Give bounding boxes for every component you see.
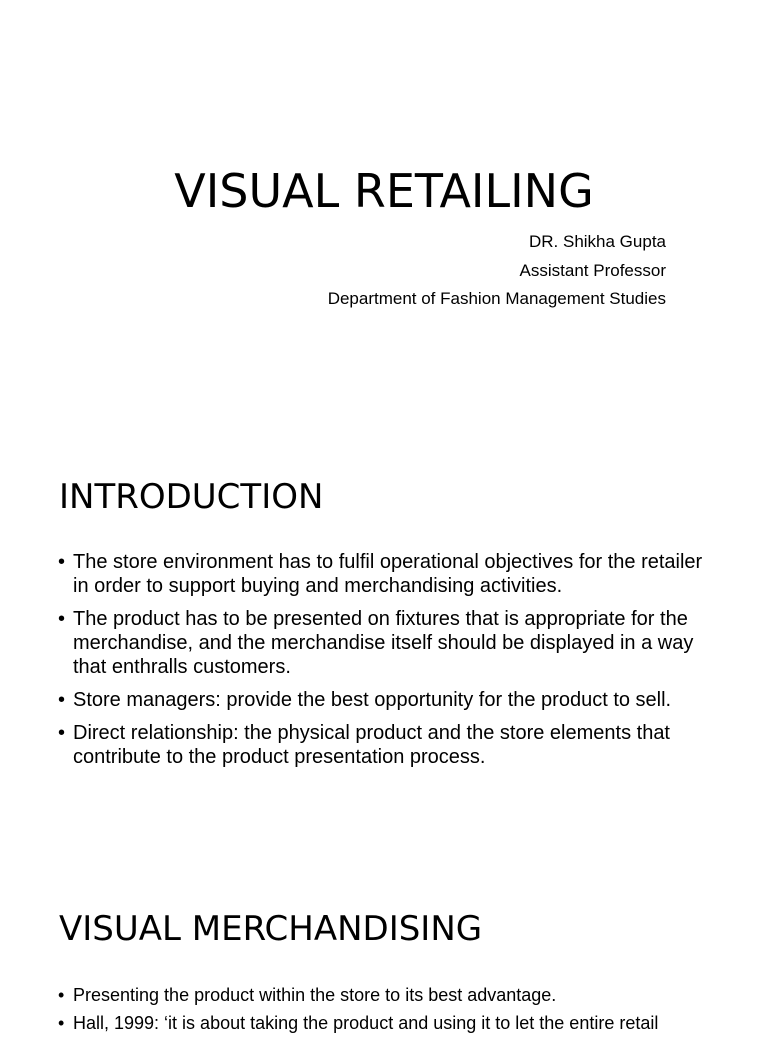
list-item: • Hall, 1999: ‘it is about taking the product and using it to let the entire retail <box>58 1011 713 1035</box>
list-item: • Store managers: provide the best opportunity for the product to sell. <box>58 688 713 712</box>
list-item: • Direct relationship: the physical product and the store elements that contribute to the product presentation process. <box>58 721 713 769</box>
list-item: • The product has to be presented on fixtures that is appropriate for the merchandise, and the merchandise itself should be displayed in a way that enthralls customers. <box>58 607 713 679</box>
list-item: • Presenting the product within the store to its best advantage. <box>58 983 713 1007</box>
slide-title: VISUAL RETAILING <box>174 164 594 218</box>
author-department: Department of Fashion Management Studies <box>327 289 666 308</box>
introduction-heading: INTRODUCTION <box>59 477 324 517</box>
author-name: DR. Shikha Gupta <box>528 232 666 251</box>
visual-merchandising-heading: VISUAL MERCHANDISING <box>59 909 483 949</box>
author-block <box>328 228 666 314</box>
introduction-bullet-list <box>58 550 713 778</box>
list-item: • The store environment has to fulfil operational objectives for the retailer in order to support buying and merchandising activities. <box>58 550 713 598</box>
visual-merchandising-bullet-list <box>58 983 713 1039</box>
author-role: Assistant Professor <box>519 260 666 280</box>
